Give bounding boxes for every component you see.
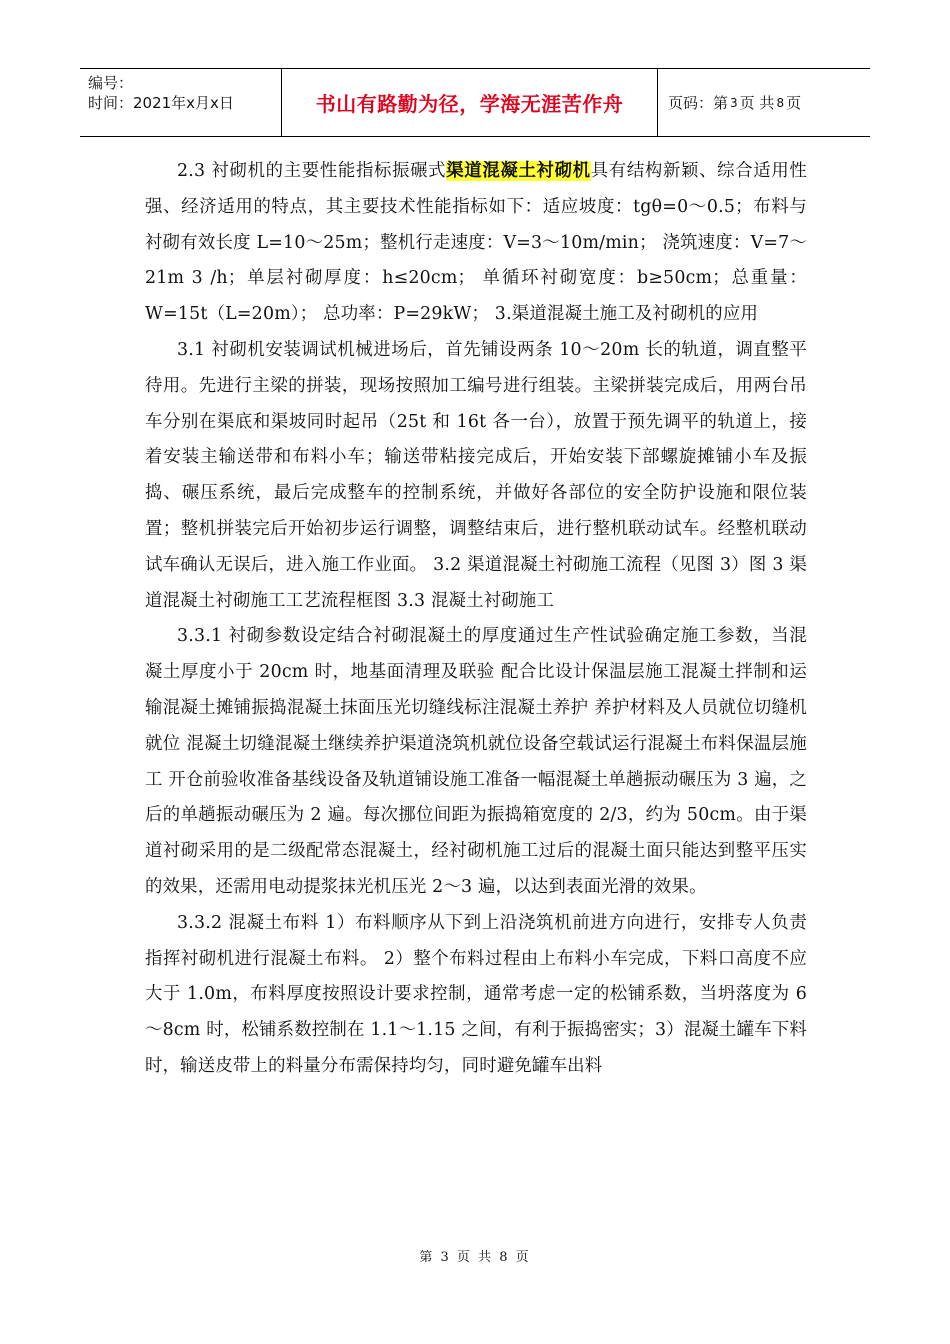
page-footer: 第 3 页 共 8 页	[419, 1250, 531, 1265]
page-mid: 页 共	[739, 94, 775, 112]
header-page-number	[658, 69, 870, 136]
number-label: 编号：	[88, 74, 134, 92]
document-header	[80, 68, 870, 137]
paragraph-2-3-rest: 具有结构新颖、综合适用性强、经济适用的特点，其主要技术性能指标如下：适应坡度：tgθ=0～0.5；布料与衬砌有效长度 L=10～25m；整机行走速度：V=3～10m/min； 浇筑速度：V=7～21m 3 /h；单层衬砌厚度：h≤20cm； 单循环衬砌宽度：b≥50cm；总重量：W=15t（L=20m）； 总功率：P=29kW； 3.渠道混凝土施工及衬砌机的应用	[145, 161, 807, 325]
paragraph-3-1: 3.1 衬砌机安装调试机械进场后，首先铺设两条 10～20m 长的轨道，调直整平待用。先进行主梁的拼装，现场按照加工编号进行组装。主梁拼装完成后，用两台吊车分别在渠底和渠坡同时起吊（25t 和 16t 各一台），放置于预先调平的轨道上，接着安装主输送带和布料小车；输送带粘接完成后，开始安装下部螺旋摊铺小车及振捣、碾压系统，最后完成整车的控制系统，并做好各部位的安全防护设施和限位装置；整机拼装完后开始初步运行调整，调整结束后，进行整机联动试车。经整机联动试车确认无误后，进入施工作业面。 3.2 渠道混凝土衬砌施工流程（见图 3）图 3 渠道混凝土衬砌施工工艺流程框图 3.3 混凝土衬砌施工	[145, 339, 807, 611]
page-suffix: 页	[786, 94, 802, 112]
paragraph-2-3-start: 2.3 衬砌机的主要性能指标振碾式	[177, 161, 447, 181]
paragraph-3-3-1: 3.3.1 衬砌参数设定结合衬砌混凝土的厚度通过生产性试验确定施工参数，当混凝土厚度小于 20cm 时，地基面清理及联验 配合比设计保温层施工混凝土拌制和运输混凝土摊铺振捣混凝土抹面压光切缝线标注混凝土养护 养护材料及人员就位切缝机就位 混凝土切缝混凝土继续养护渠道浇筑机就位设备空载试运行混凝土布料保温层施工 开仓前验收准备基线设备及轨道铺设施工准备一幅混凝土单趟振动碾压为 3 遍，之后的单趟振动碾压为 2 遍。每次挪位间距为振捣箱宽度的 2/3，约为 50cm。由于渠道衬砌采用的是二级配常态混凝土，经衬砌机施工过后的混凝土面只能达到整平压实的效果，还需用电动提浆抹光机压光 2～3 遍，以达到表面光滑的效果。	[145, 626, 807, 897]
page-current: 3	[730, 95, 738, 110]
header-meta	[80, 69, 282, 136]
page-prefix: 页码：第	[668, 94, 729, 112]
highlighted-term: 渠道混凝土衬砌机	[446, 161, 591, 181]
header-motto	[282, 69, 658, 136]
motto-text: 书山有路勤为径，学海无涯苦作舟	[315, 92, 624, 116]
page-total: 8	[776, 95, 785, 110]
document-body	[145, 154, 807, 1085]
paragraph-3-3-2: 3.3.2 混凝土布料 1）布料顺序从下到上沿浇筑机前进方向进行，安排专人负责指挥衬砌机进行混凝土布料。 2）整个布料过程由上布料小车完成，下料口高度不应大于 1.0m，布料厚度按照设计要求控制，通常考虑一定的松铺系数，当坍落度为 6～8cm 时，松铺系数控制在 1.1～1.15 之间，有利于振捣密实；3）混凝土罐车下料时，输送皮带上的料量分布需保持均匀，同时避免罐车出料	[145, 912, 807, 1076]
time-label: 时间：2021年x月x日	[88, 94, 234, 112]
paragraph-2-3	[145, 154, 807, 333]
